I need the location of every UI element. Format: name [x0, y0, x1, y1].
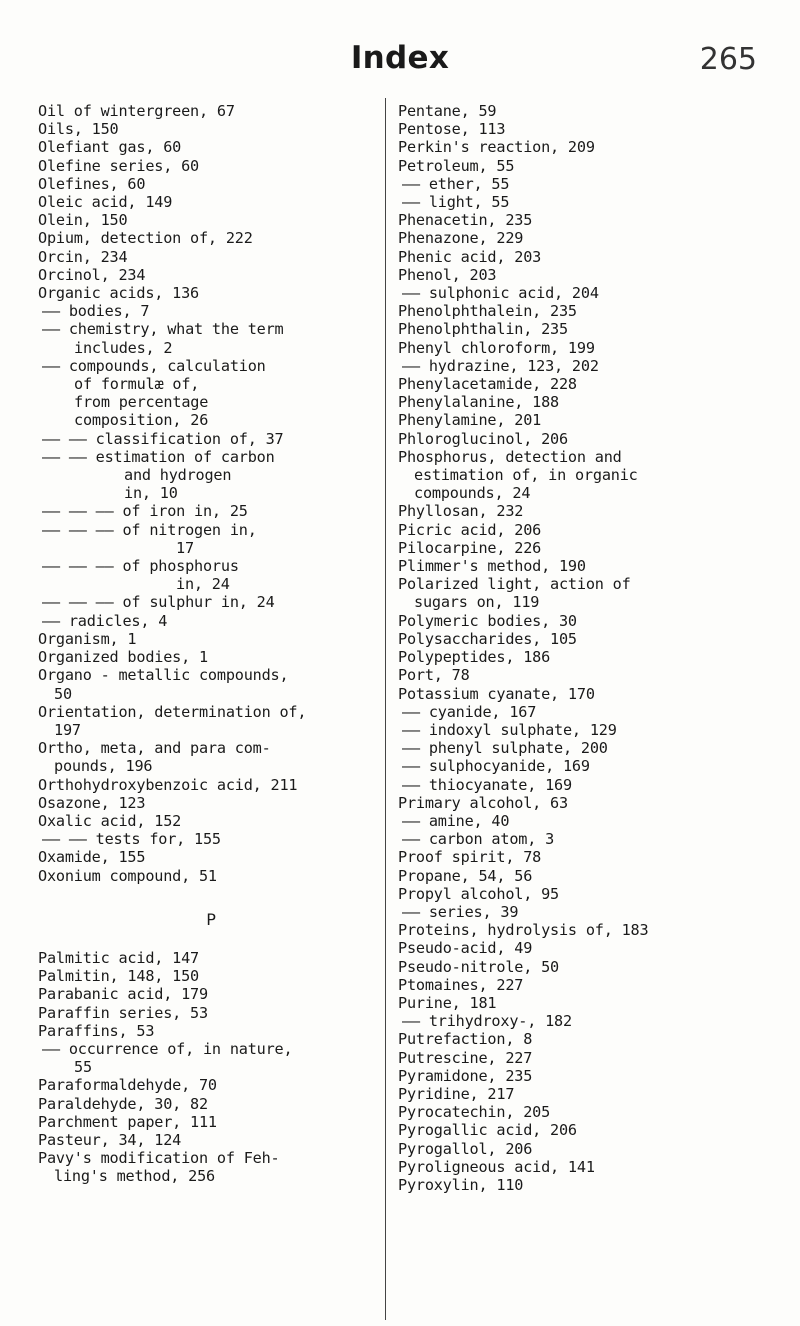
index-entry-text: Pentane, 59 — [398, 102, 497, 120]
index-entry-text: Olefines, 60 — [38, 174, 146, 193]
index-entry — [38, 1149, 384, 1185]
index-entry-text: Phenylacetamide, 228 — [398, 375, 577, 394]
index-entry — [398, 120, 774, 138]
index-entry — [398, 1103, 774, 1121]
index-entry-text: Petroleum, 55 — [398, 156, 515, 175]
index-entry-text: Oxamide, 155 — [38, 848, 146, 867]
index-entry-text: —— hydrazine, 123, 202 — [402, 356, 599, 375]
index-entry-text: —— sulphonic acid, 204 — [402, 284, 599, 303]
index-entry-text: Perkin's reaction, 209 — [398, 138, 595, 157]
index-entry-text: Pseudo-acid, 49 — [398, 939, 533, 958]
index-entry-text: Phenolphthalin, 235 — [398, 320, 568, 339]
index-entry — [398, 302, 774, 320]
index-entry-continuation: estimation of, in organic — [414, 466, 638, 485]
index-entry — [398, 994, 774, 1012]
index-entry — [398, 812, 774, 830]
index-entry — [38, 612, 384, 630]
index-entry — [398, 976, 774, 994]
index-entry — [398, 830, 774, 848]
index-entry — [38, 593, 384, 611]
index-entry — [38, 521, 384, 557]
index-entry-text: Pentose, 113 — [398, 120, 506, 139]
index-entry — [398, 1085, 774, 1103]
index-column-left — [38, 102, 384, 1186]
index-entry-text: —— ether, 55 — [402, 174, 510, 193]
index-entry — [38, 229, 384, 247]
index-entry-text: —— amine, 40 — [402, 811, 510, 830]
index-entry — [38, 739, 384, 775]
index-entry-text: —— indoxyl sulphate, 129 — [402, 720, 617, 739]
index-entry — [398, 630, 774, 648]
index-entry-text: Oxonium compound, 51 — [38, 866, 217, 885]
index-entry-text: —— —— classification of, 37 — [42, 429, 284, 448]
index-entry-text: Parchment paper, 111 — [38, 1112, 217, 1131]
index-entry — [398, 448, 774, 503]
index-entry-text: Opium, detection of, 222 — [38, 229, 253, 248]
index-entry-text: Polymeric bodies, 30 — [398, 611, 577, 630]
index-entry-text: Parabanic acid, 179 — [38, 985, 208, 1004]
index-entry-text: Pseudo-nitrole, 50 — [398, 957, 559, 976]
index-entry-text: —— sulphocyanide, 169 — [402, 757, 590, 776]
index-entry — [398, 266, 774, 284]
index-entry — [398, 867, 774, 885]
index-entry-text: Oils, 150 — [38, 120, 119, 139]
index-entry-text: —— —— —— of iron in, 25 — [42, 502, 248, 521]
index-entry — [398, 229, 774, 247]
index-entry — [398, 685, 774, 703]
index-entry-text: Phenacetin, 235 — [398, 211, 533, 230]
index-entry-text: Palmitin, 148, 150 — [38, 967, 199, 986]
index-entry — [398, 375, 774, 393]
index-entry — [398, 521, 774, 539]
index-entry — [398, 703, 774, 721]
index-entry-text: —— —— —— of nitrogen in, — [42, 520, 257, 539]
index-entry — [398, 1012, 774, 1030]
index-entry-text: Phenylalanine, 188 — [398, 393, 559, 412]
index-entry-continuation: 17 — [176, 538, 194, 557]
index-entry — [38, 949, 384, 967]
index-entry — [38, 1131, 384, 1149]
index-entry-text: —— radicles, 4 — [42, 611, 168, 630]
index-entry — [398, 648, 774, 666]
index-entry-text: Polysaccharides, 105 — [398, 629, 577, 648]
index-entry-text: Phenolphthalein, 235 — [398, 302, 577, 321]
index-entry-continuation: includes, 2 — [74, 338, 173, 357]
index-entry-text: Organism, 1 — [38, 629, 137, 648]
index-entry-text: Potassium cyanate, 170 — [398, 684, 595, 703]
index-entry-continuation: in, 24 — [176, 575, 230, 594]
index-entry-text: —— cyanide, 167 — [402, 702, 537, 721]
index-entry-text: —— —— tests for, 155 — [42, 830, 221, 849]
index-entry — [38, 703, 384, 739]
index-entry — [398, 175, 774, 193]
index-entry-text: Putrescine, 227 — [398, 1048, 533, 1067]
index-entry-continuation: 55 — [74, 1058, 92, 1077]
index-entry-text: Phenol, 203 — [398, 265, 497, 284]
index-entry-text: Phenazone, 229 — [398, 229, 524, 248]
index-entry-text: Propyl alcohol, 95 — [398, 884, 559, 903]
index-entry — [398, 284, 774, 302]
index-entry — [38, 248, 384, 266]
index-entry — [38, 211, 384, 229]
index-entry-text: Pyrogallic acid, 206 — [398, 1121, 577, 1140]
index-entry — [398, 411, 774, 429]
section-letter: P — [206, 909, 216, 929]
index-entry — [398, 1067, 774, 1085]
page-number: 265 — [699, 42, 757, 77]
index-entry-text: Pyroxylin, 110 — [398, 1175, 524, 1194]
index-entry — [38, 138, 384, 156]
index-entry — [398, 430, 774, 448]
index-entry-text: —— phenyl sulphate, 200 — [402, 739, 608, 758]
index-entry — [38, 1113, 384, 1131]
index-entry — [38, 967, 384, 985]
index-entry-text: Oil of wintergreen, 67 — [38, 102, 235, 120]
index-entry-text: Paraffin series, 53 — [38, 1003, 208, 1022]
index-entry — [398, 666, 774, 684]
index-entry-continuation: compounds, 24 — [414, 484, 531, 503]
index-entry — [38, 502, 384, 520]
index-entry-continuation: 197 — [54, 720, 81, 739]
index-entry-text: Organo - metallic compounds, — [38, 666, 289, 685]
index-entry — [38, 830, 384, 848]
index-entry — [398, 1158, 774, 1176]
index-entry — [398, 1121, 774, 1139]
index-entry — [398, 157, 774, 175]
index-entry-text: Proteins, hydrolysis of, 183 — [398, 921, 649, 940]
index-entry — [38, 1095, 384, 1113]
index-entry — [398, 339, 774, 357]
page-title: Index — [350, 40, 450, 76]
index-entry-text: —— bodies, 7 — [42, 302, 150, 321]
index-entry — [38, 630, 384, 648]
index-entry — [398, 393, 774, 411]
index-entry-text: —— series, 39 — [402, 902, 519, 921]
index-entry — [398, 1030, 774, 1048]
index-entry — [38, 1004, 384, 1022]
index-entry — [38, 193, 384, 211]
index-entry — [398, 1176, 774, 1194]
index-entry — [38, 430, 384, 448]
index-entry-text: Organic acids, 136 — [38, 284, 199, 303]
index-entry-text: Phenyl chloroform, 199 — [398, 338, 595, 357]
index-entry-continuation: 50 — [54, 684, 72, 703]
index-entry-text: —— thiocyanate, 169 — [402, 775, 572, 794]
index-entry-text: —— light, 55 — [402, 193, 510, 212]
index-entry-text: Propane, 54, 56 — [398, 866, 533, 885]
index-entry-text: Pasteur, 34, 124 — [38, 1130, 182, 1149]
index-entry-continuation: and hydrogen — [124, 466, 232, 485]
index-entry-text: Phyllosan, 232 — [398, 502, 524, 521]
index-entry-continuation: from percentage — [74, 393, 209, 412]
index-entry-text: Purine, 181 — [398, 993, 497, 1012]
index-entry — [38, 302, 384, 320]
index-entry-text: Pyrocatechin, 205 — [398, 1103, 551, 1122]
index-entry-text: Phenic acid, 203 — [398, 247, 542, 266]
index-entry-text: Picric acid, 206 — [398, 520, 542, 539]
index-entry — [38, 266, 384, 284]
index-entry — [38, 1076, 384, 1094]
index-entry-text: Orcin, 234 — [38, 247, 128, 266]
index-entry-text: Putrefaction, 8 — [398, 1030, 533, 1049]
index-entry-text: —— occurrence of, in nature, — [42, 1039, 293, 1058]
index-entry-text: Proof spirit, 78 — [398, 848, 542, 867]
index-entry — [398, 794, 774, 812]
index-entry-text: Pyridine, 217 — [398, 1084, 515, 1103]
index-entry — [398, 939, 774, 957]
index-entry — [38, 320, 384, 356]
index-entry — [398, 575, 774, 611]
index-entry — [398, 102, 774, 120]
page-header — [0, 40, 800, 100]
index-entry-text: Pyroligneous acid, 141 — [398, 1157, 595, 1176]
index-entry-continuation: composition, 26 — [74, 411, 209, 430]
index-entry — [398, 958, 774, 976]
index-entry-text: Ortho, meta, and para com- — [38, 739, 271, 758]
index-entry — [398, 903, 774, 921]
index-entry — [38, 157, 384, 175]
index-entry — [38, 102, 384, 120]
index-entry — [38, 557, 384, 593]
index-entry-text: Paraffins, 53 — [38, 1021, 155, 1040]
index-entry — [398, 502, 774, 520]
index-entry-text: Orthohydroxybenzoic acid, 211 — [38, 775, 298, 794]
index-entry-continuation: pounds, 196 — [54, 757, 153, 776]
index-entry — [398, 721, 774, 739]
index-entry — [398, 612, 774, 630]
index-entry-text: —— trihydroxy-, 182 — [402, 1012, 572, 1031]
index-entry — [38, 985, 384, 1003]
index-entry-text: Plimmer's method, 190 — [398, 557, 586, 576]
index-entry-text: Olein, 150 — [38, 211, 128, 230]
index-entry — [38, 1040, 384, 1076]
index-entry-text: Oxalic acid, 152 — [38, 811, 182, 830]
index-entry-text: Paraformaldehyde, 70 — [38, 1076, 217, 1095]
index-entry — [398, 357, 774, 375]
index-entry-text: Port, 78 — [398, 666, 470, 685]
index-entry — [38, 848, 384, 866]
index-entry-text: —— —— estimation of carbon — [42, 447, 275, 466]
index-entry-text: Orientation, determination of, — [38, 702, 307, 721]
index-entry — [398, 539, 774, 557]
index-entry — [398, 248, 774, 266]
index-entry-text: Phloroglucinol, 206 — [398, 429, 568, 448]
index-entry — [38, 448, 384, 503]
index-entry-text: —— compounds, calculation — [42, 356, 266, 375]
index-entry-continuation: in, 10 — [124, 484, 178, 503]
index-entry-text: —— carbon atom, 3 — [402, 830, 555, 849]
index-entry — [38, 648, 384, 666]
index-entry — [398, 193, 774, 211]
index-entry — [38, 666, 384, 702]
index-entry-text: —— —— —— of sulphur in, 24 — [42, 593, 275, 612]
index-entry — [38, 812, 384, 830]
index-entry — [38, 776, 384, 794]
index-entry — [398, 138, 774, 156]
index-entry-text: Osazone, 123 — [38, 793, 146, 812]
index-entry — [398, 776, 774, 794]
index-entry — [38, 284, 384, 302]
index-entry — [38, 120, 384, 138]
index-entry-text: Polarized light, action of — [398, 575, 631, 594]
index-entry — [398, 921, 774, 939]
index-entry — [398, 1140, 774, 1158]
index-entry — [398, 320, 774, 338]
index-entry — [38, 794, 384, 812]
index-entry-text: Olefine series, 60 — [38, 156, 199, 175]
index-entry-text: Primary alcohol, 63 — [398, 793, 568, 812]
index-entry-text: —— —— —— of phosphorus — [42, 557, 239, 576]
index-entry-text: Polypeptides, 186 — [398, 648, 551, 667]
index-entry-continuation: sugars on, 119 — [414, 593, 540, 612]
index-entry — [398, 557, 774, 575]
index-entry — [398, 739, 774, 757]
index-entry — [398, 211, 774, 229]
index-column-right — [398, 102, 774, 1194]
index-entry — [38, 175, 384, 193]
index-entry-text: Orcinol, 234 — [38, 265, 146, 284]
index-entry-text: Pilocarpine, 226 — [398, 538, 542, 557]
index-entry-text: —— chemistry, what the term — [42, 320, 284, 339]
index-entry-text: Ptomaines, 227 — [398, 975, 524, 994]
index-entry-text: Pavy's modification of Feh- — [38, 1149, 280, 1168]
index-entry — [398, 757, 774, 775]
index-entry-text: Phosphorus, detection and — [398, 447, 622, 466]
index-entry — [398, 848, 774, 866]
index-entry-text: Olefiant gas, 60 — [38, 138, 182, 157]
index-entry — [38, 867, 384, 885]
index-entry-text: Paraldehyde, 30, 82 — [38, 1094, 208, 1113]
index-entry-continuation: ling's method, 256 — [54, 1167, 215, 1186]
index-entry-text: Organized bodies, 1 — [38, 648, 208, 667]
index-entry — [398, 885, 774, 903]
index-entry-text: Palmitic acid, 147 — [38, 948, 199, 967]
column-divider — [385, 98, 386, 1320]
index-entry-continuation: of formulæ of, — [74, 375, 200, 394]
index-entry-text: Pyramidone, 235 — [398, 1066, 533, 1085]
index-entry — [38, 1022, 384, 1040]
index-entry-text: Phenylamine, 201 — [398, 411, 542, 430]
index-entry-text: Oleic acid, 149 — [38, 193, 173, 212]
index-entry — [398, 1049, 774, 1067]
index-entry-text: Pyrogallol, 206 — [398, 1139, 533, 1158]
index-entry — [38, 357, 384, 430]
